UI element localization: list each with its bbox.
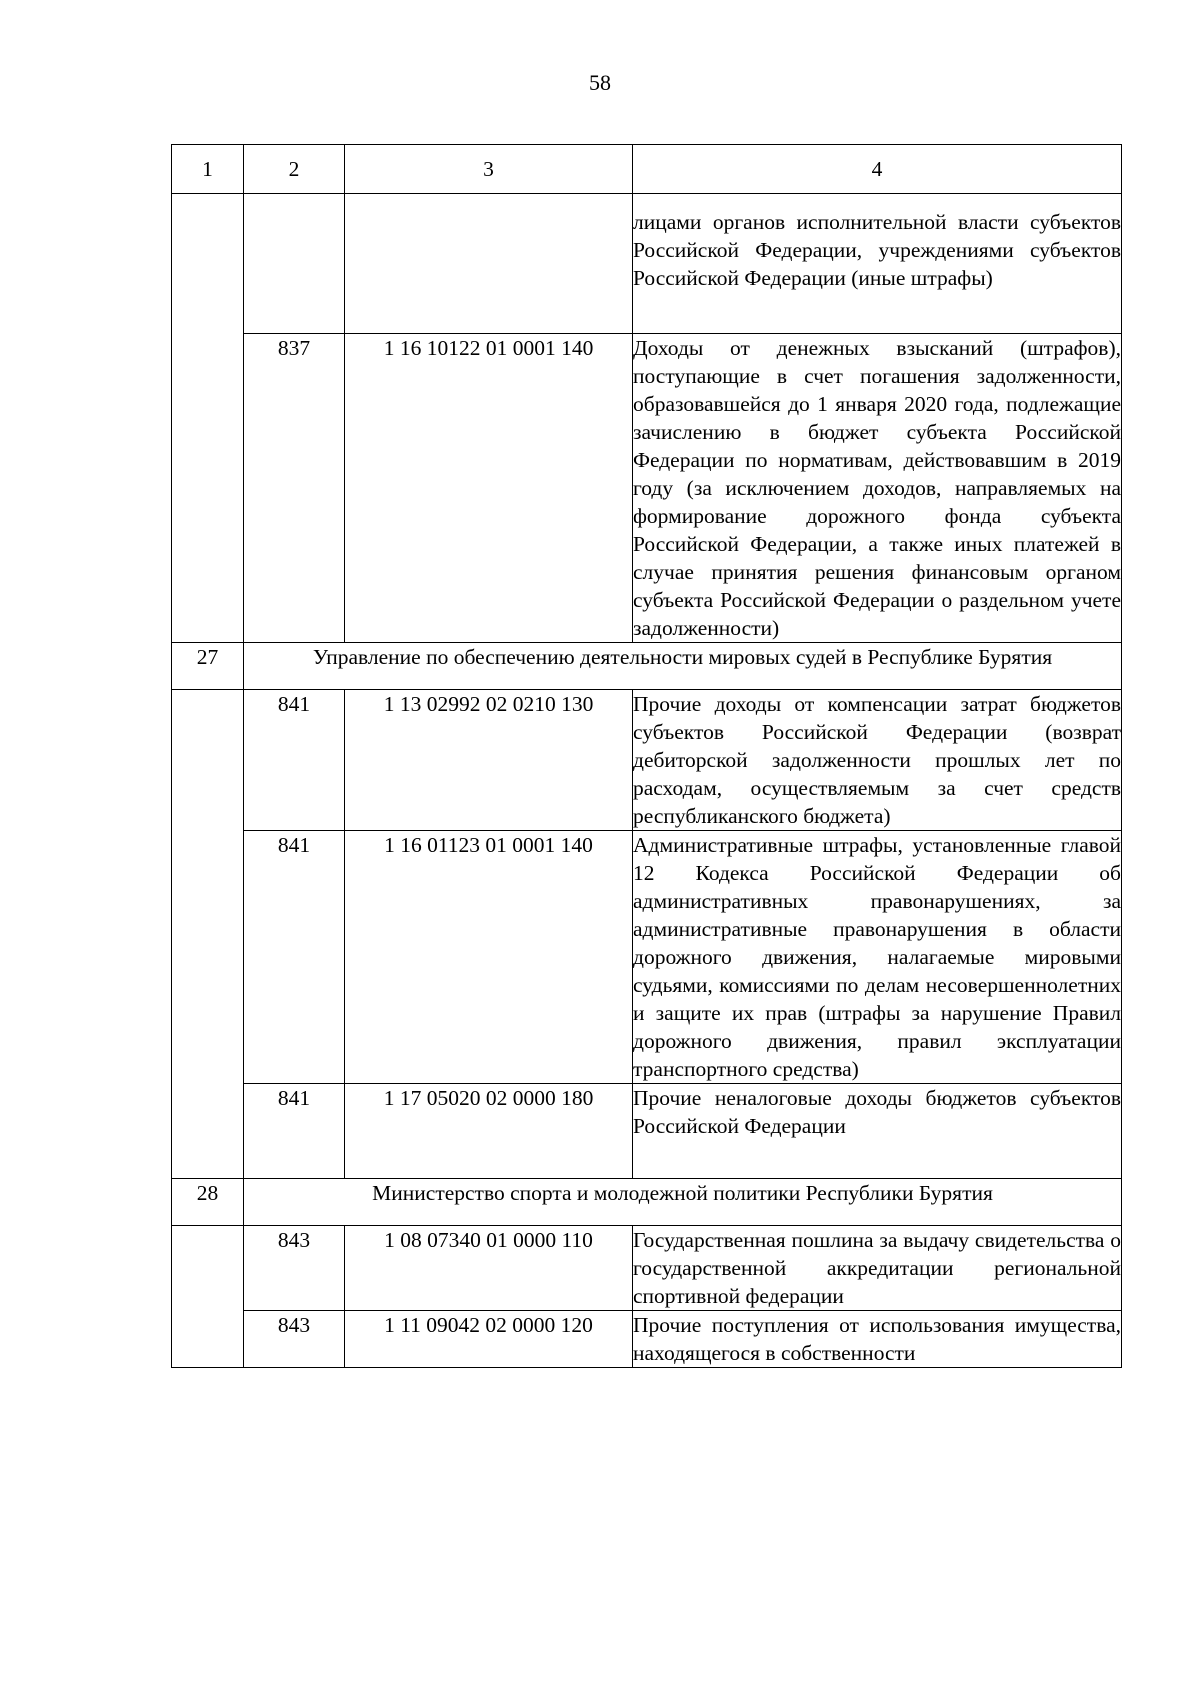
row-admin-code: 841 <box>244 1084 345 1179</box>
column-header-3: 3 <box>345 145 633 194</box>
table-row <box>172 194 1122 334</box>
empty-cell <box>172 194 244 643</box>
row-admin-code: 841 <box>244 831 345 1084</box>
row-description: Административные штрафы, установленные главой 12 Кодекса Российской Федерации об административных правонарушениях, за административные правонарушения в области дорожного движения, налагаемые мировыми судьями, комиссиями по делам несовершеннолетних и защите их прав (штрафы за нарушение Правил дорожного движения, правил эксплуатации транспортного средства) <box>633 831 1122 1084</box>
row-description: Доходы от денежных взысканий (штрафов), поступающие в счет погашения задолженности, образовавшейся до 1 января 2020 года, подлежащие зачислению в бюджет субъекта Российской Федерации по нормативам, действовавшим в 2019 году (за исключением доходов, направляемых на формирование дорожного фонда субъекта Российской Федерации, а также иных платежей в случае принятия решения финансовым органом субъекта Российской Федерации о раздельном учете задолженности) <box>633 334 1122 643</box>
empty-cell <box>172 1226 244 1368</box>
section-title: Управление по обеспечению деятельности мировых судей в Республике Бурятия <box>244 643 1122 690</box>
row-description: Прочие неналоговые доходы бюджетов субъектов Российской Федерации <box>633 1084 1122 1179</box>
section-title: Министерство спорта и молодежной политики Республики Бурятия <box>244 1179 1122 1226</box>
column-header-4: 4 <box>633 145 1122 194</box>
table-row <box>172 831 1122 1084</box>
row-admin-code: 843 <box>244 1226 345 1311</box>
section-number: 28 <box>172 1179 244 1226</box>
row-budget-code: 1 16 10122 01 0001 140 <box>345 334 633 643</box>
table-row <box>172 1226 1122 1311</box>
section-header-row <box>172 643 1122 690</box>
empty-cell <box>244 194 345 334</box>
revenue-codes-table <box>171 144 1122 1368</box>
row-budget-code: 1 13 02992 02 0210 130 <box>345 690 633 831</box>
column-header-2: 2 <box>244 145 345 194</box>
row-admin-code: 841 <box>244 690 345 831</box>
row-admin-code: 843 <box>244 1311 345 1368</box>
row-budget-code: 1 11 09042 02 0000 120 <box>345 1311 633 1368</box>
column-header-1: 1 <box>172 145 244 194</box>
row-budget-code: 1 08 07340 01 0000 110 <box>345 1226 633 1311</box>
empty-cell <box>345 194 633 334</box>
row-description: Прочие поступления от использования имущества, находящегося в собственности <box>633 1311 1122 1368</box>
row-admin-code: 837 <box>244 334 345 643</box>
section-number: 27 <box>172 643 244 690</box>
section-header-row <box>172 1179 1122 1226</box>
empty-cell <box>172 690 244 1179</box>
table-row <box>172 1084 1122 1179</box>
row-budget-code: 1 17 05020 02 0000 180 <box>345 1084 633 1179</box>
row-description: Государственная пошлина за выдачу свидетельства о государственной аккредитации региональной спортивной федерации <box>633 1226 1122 1311</box>
table-row <box>172 1311 1122 1368</box>
table-header-row <box>172 145 1122 194</box>
table-row <box>172 690 1122 831</box>
row-description: Прочие доходы от компенсации затрат бюджетов субъектов Российской Федерации (возврат дебиторской задолженности прошлых лет по расходам, осуществляемым за счет средств республиканского бюджета) <box>633 690 1122 831</box>
page-number: 58 <box>589 70 611 95</box>
row-description: лицами органов исполнительной власти субъектов Российской Федерации, учреждениями субъектов Российской Федерации (иные штрафы) <box>633 194 1122 334</box>
table-row <box>172 334 1122 643</box>
row-budget-code: 1 16 01123 01 0001 140 <box>345 831 633 1084</box>
